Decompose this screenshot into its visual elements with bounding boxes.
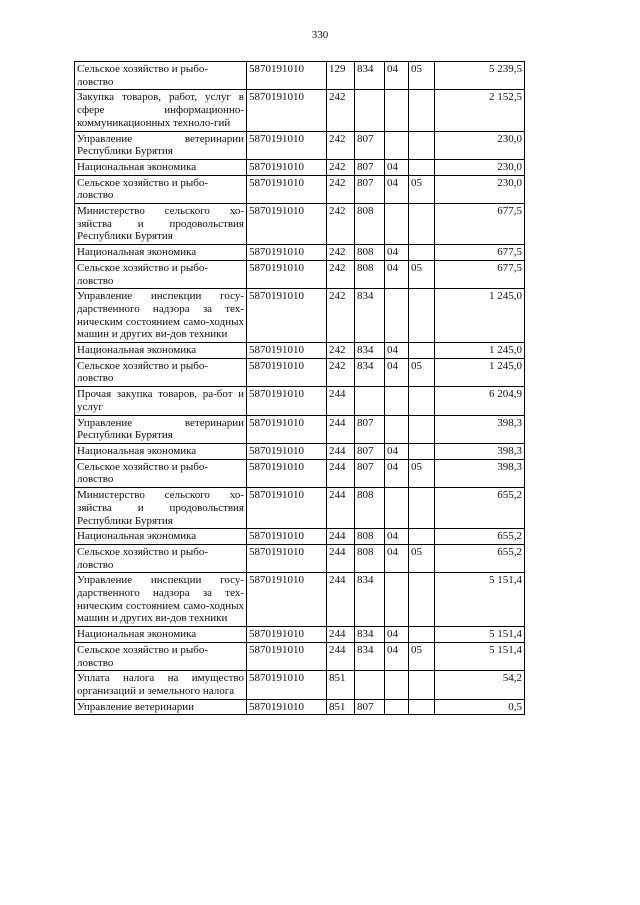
table-row (75, 415, 525, 443)
row-expense-type: 242 (327, 90, 355, 131)
row-target-code: 5870191010 (247, 131, 327, 159)
row-subsection (409, 529, 435, 545)
row-target-code: 5870191010 (247, 671, 327, 699)
row-department-code: 834 (355, 627, 385, 643)
row-name: Национальная экономика (75, 159, 247, 175)
row-expense-type: 242 (327, 159, 355, 175)
row-expense-type: 244 (327, 529, 355, 545)
row-expense-type: 244 (327, 544, 355, 572)
row-amount: 677,5 (435, 204, 525, 245)
row-target-code: 5870191010 (247, 443, 327, 459)
row-expense-type: 244 (327, 488, 355, 529)
row-target-code: 5870191010 (247, 90, 327, 131)
row-subsection: 05 (409, 175, 435, 203)
table-row (75, 443, 525, 459)
row-amount: 1 245,0 (435, 289, 525, 343)
row-subsection (409, 159, 435, 175)
row-name: Министерство сельского хо-зяйства и продовольствия Республики Бурятия (75, 204, 247, 245)
row-expense-type: 242 (327, 260, 355, 288)
row-name: Управление ветеринарии (75, 699, 247, 715)
row-section: 04 (385, 529, 409, 545)
row-subsection: 05 (409, 62, 435, 90)
row-subsection (409, 289, 435, 343)
budget-table (74, 61, 525, 715)
row-department-code (355, 90, 385, 131)
row-section: 04 (385, 159, 409, 175)
row-amount: 655,2 (435, 529, 525, 545)
table-row (75, 260, 525, 288)
table-row (75, 358, 525, 386)
row-expense-type: 244 (327, 459, 355, 487)
row-name: Управление инспекции госу-дарственного надзора за тех-ническим состоянием само-ходных машин и других ви-дов техники (75, 573, 247, 627)
row-amount: 655,2 (435, 488, 525, 529)
row-expense-type: 242 (327, 245, 355, 261)
row-name: Сельское хозяйство и рыбо- ловство (75, 260, 247, 288)
row-amount: 2 152,5 (435, 90, 525, 131)
row-name: Сельское хозяйство и рыбо- ловство (75, 544, 247, 572)
row-section: 04 (385, 544, 409, 572)
row-expense-type: 242 (327, 358, 355, 386)
row-section: 04 (385, 358, 409, 386)
row-section (385, 204, 409, 245)
row-subsection (409, 443, 435, 459)
row-target-code: 5870191010 (247, 573, 327, 627)
row-name: Национальная экономика (75, 443, 247, 459)
row-section (385, 573, 409, 627)
row-expense-type: 851 (327, 671, 355, 699)
row-department-code: 808 (355, 544, 385, 572)
table-row (75, 204, 525, 245)
row-department-code: 834 (355, 289, 385, 343)
table-row (75, 529, 525, 545)
row-section: 04 (385, 260, 409, 288)
table-row (75, 544, 525, 572)
row-name: Сельское хозяйство и рыбо- ловство (75, 358, 247, 386)
row-department-code: 808 (355, 529, 385, 545)
row-department-code: 808 (355, 204, 385, 245)
row-department-code: 807 (355, 131, 385, 159)
row-department-code: 808 (355, 488, 385, 529)
row-name: Национальная экономика (75, 627, 247, 643)
table-row (75, 699, 525, 715)
table-row (75, 131, 525, 159)
row-amount: 677,5 (435, 245, 525, 261)
table-row (75, 642, 525, 670)
row-amount: 54,2 (435, 671, 525, 699)
row-subsection (409, 204, 435, 245)
row-expense-type: 242 (327, 289, 355, 343)
table-row (75, 62, 525, 90)
row-department-code: 834 (355, 62, 385, 90)
row-expense-type: 242 (327, 175, 355, 203)
row-subsection (409, 488, 435, 529)
row-name: Уплата налога на имущество организаций и земельного налога (75, 671, 247, 699)
row-target-code: 5870191010 (247, 62, 327, 90)
row-subsection (409, 671, 435, 699)
row-section: 04 (385, 343, 409, 359)
row-section (385, 289, 409, 343)
row-amount: 6 204,9 (435, 387, 525, 415)
row-department-code: 807 (355, 159, 385, 175)
row-target-code: 5870191010 (247, 627, 327, 643)
row-department-code: 834 (355, 358, 385, 386)
row-department-code: 807 (355, 175, 385, 203)
row-target-code: 5870191010 (247, 343, 327, 359)
row-section (385, 415, 409, 443)
row-name: Министерство сельского хо-зяйства и продовольствия Республики Бурятия (75, 488, 247, 529)
row-amount: 0,5 (435, 699, 525, 715)
row-target-code: 5870191010 (247, 488, 327, 529)
row-amount: 230,0 (435, 159, 525, 175)
row-subsection: 05 (409, 544, 435, 572)
row-expense-type: 244 (327, 387, 355, 415)
row-subsection (409, 699, 435, 715)
row-section: 04 (385, 459, 409, 487)
row-subsection (409, 343, 435, 359)
table-row (75, 573, 525, 627)
row-target-code: 5870191010 (247, 415, 327, 443)
row-subsection (409, 627, 435, 643)
row-department-code: 808 (355, 260, 385, 288)
row-name: Управление ветеринарии Республики Бурятия (75, 131, 247, 159)
row-department-code: 807 (355, 459, 385, 487)
row-subsection (409, 387, 435, 415)
row-name: Национальная экономика (75, 343, 247, 359)
row-amount: 398,3 (435, 415, 525, 443)
row-name: Управление ветеринарии Республики Бурятия (75, 415, 247, 443)
row-target-code: 5870191010 (247, 260, 327, 288)
row-amount: 230,0 (435, 175, 525, 203)
row-subsection: 05 (409, 260, 435, 288)
row-section (385, 131, 409, 159)
row-department-code: 807 (355, 699, 385, 715)
row-expense-type: 244 (327, 642, 355, 670)
row-name: Сельское хозяйство и рыбо- ловство (75, 459, 247, 487)
table-row (75, 671, 525, 699)
row-section (385, 488, 409, 529)
row-name: Закупка товаров, работ, услуг в сфере информационно-коммуникационных техноло-гий (75, 90, 247, 131)
row-name: Сельское хозяйство и рыбо- ловство (75, 642, 247, 670)
row-subsection (409, 131, 435, 159)
row-amount: 398,3 (435, 443, 525, 459)
row-expense-type: 244 (327, 443, 355, 459)
row-expense-type: 244 (327, 415, 355, 443)
row-subsection (409, 415, 435, 443)
table-row (75, 627, 525, 643)
row-department-code: 807 (355, 415, 385, 443)
table-row (75, 289, 525, 343)
row-target-code: 5870191010 (247, 699, 327, 715)
row-amount: 677,5 (435, 260, 525, 288)
row-section (385, 90, 409, 131)
row-department-code: 834 (355, 573, 385, 627)
row-section (385, 671, 409, 699)
row-subsection: 05 (409, 358, 435, 386)
row-amount: 398,3 (435, 459, 525, 487)
table-row (75, 90, 525, 131)
row-amount: 5 239,5 (435, 62, 525, 90)
row-section (385, 699, 409, 715)
row-target-code: 5870191010 (247, 642, 327, 670)
row-expense-type: 244 (327, 573, 355, 627)
table-row (75, 343, 525, 359)
row-subsection (409, 90, 435, 131)
row-section: 04 (385, 245, 409, 261)
row-amount: 1 245,0 (435, 343, 525, 359)
row-subsection (409, 573, 435, 627)
row-expense-type: 242 (327, 204, 355, 245)
row-department-code: 834 (355, 343, 385, 359)
row-target-code: 5870191010 (247, 387, 327, 415)
row-amount: 230,0 (435, 131, 525, 159)
row-target-code: 5870191010 (247, 459, 327, 487)
row-expense-type: 851 (327, 699, 355, 715)
row-section: 04 (385, 642, 409, 670)
row-department-code: 808 (355, 245, 385, 261)
row-department-code: 807 (355, 443, 385, 459)
row-target-code: 5870191010 (247, 159, 327, 175)
row-expense-type: 242 (327, 131, 355, 159)
table-row (75, 245, 525, 261)
table-row (75, 387, 525, 415)
row-subsection (409, 245, 435, 261)
row-target-code: 5870191010 (247, 245, 327, 261)
row-department-code: 834 (355, 642, 385, 670)
row-department-code (355, 387, 385, 415)
row-target-code: 5870191010 (247, 544, 327, 572)
row-section (385, 387, 409, 415)
row-target-code: 5870191010 (247, 529, 327, 545)
row-amount: 5 151,4 (435, 627, 525, 643)
row-name: Национальная экономика (75, 529, 247, 545)
table-row (75, 459, 525, 487)
row-name: Сельское хозяйство и рыбо- ловство (75, 62, 247, 90)
table-body (75, 62, 525, 715)
row-name: Сельское хозяйство и рыбо- ловство (75, 175, 247, 203)
row-amount: 1 245,0 (435, 358, 525, 386)
table-row (75, 159, 525, 175)
row-name: Управление инспекции госу-дарственного надзора за тех-ническим состоянием само-ходных машин и других ви-дов техники (75, 289, 247, 343)
row-section: 04 (385, 62, 409, 90)
row-name: Прочая закупка товаров, ра-бот и услуг (75, 387, 247, 415)
table-row (75, 488, 525, 529)
row-subsection: 05 (409, 459, 435, 487)
row-section: 04 (385, 443, 409, 459)
row-section: 04 (385, 627, 409, 643)
row-expense-type: 242 (327, 343, 355, 359)
row-target-code: 5870191010 (247, 204, 327, 245)
row-amount: 5 151,4 (435, 573, 525, 627)
row-section: 04 (385, 175, 409, 203)
page-number: 330 (311, 29, 329, 41)
row-amount: 655,2 (435, 544, 525, 572)
table-row (75, 175, 525, 203)
row-target-code: 5870191010 (247, 358, 327, 386)
row-department-code (355, 671, 385, 699)
row-expense-type: 129 (327, 62, 355, 90)
row-target-code: 5870191010 (247, 289, 327, 343)
row-target-code: 5870191010 (247, 175, 327, 203)
row-expense-type: 244 (327, 627, 355, 643)
row-subsection: 05 (409, 642, 435, 670)
row-amount: 5 151,4 (435, 642, 525, 670)
row-name: Национальная экономика (75, 245, 247, 261)
